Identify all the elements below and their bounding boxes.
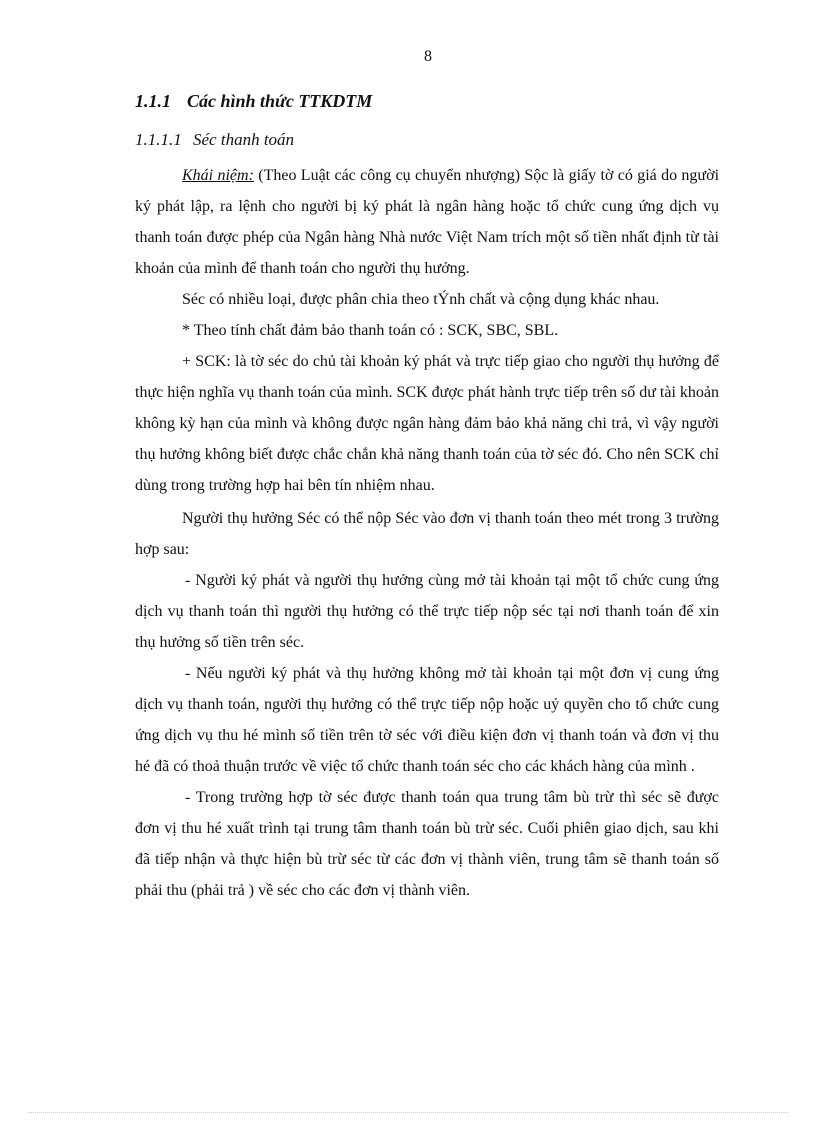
paragraph-definition: [135, 160, 719, 284]
page-number: 8: [424, 48, 432, 65]
section-heading: [135, 91, 372, 112]
subsection-heading: [135, 130, 294, 150]
footer-divider: [28, 1112, 788, 1113]
section-title: Các hình thức TTKDTM: [187, 91, 373, 111]
subsection-number: 1.1.1.1: [135, 130, 182, 149]
paragraph-sck: + SCK: là tờ séc do chủ tài khoản ký phát và trực tiếp giao cho người thụ hưởng để thực hiện nghĩa vụ thanh toán của mình. SCK được phát hành trực tiếp trên số dư tài khoản không kỳ hạn của mình và không được ngân hàng đảm bảo khả năng chi trả, vì vậy người thụ hưởng không biết được chắc chắn khả năng thanh toán của tờ séc đó. Cho nên SCK chỉ dùng trong trường hợp hai bên tín nhiệm nhau.: [135, 353, 719, 494]
paragraph-types: Séc có nhiều loại, được phân chia theo tÝnh chất và cộng dụng khác nhau.: [182, 291, 660, 308]
paragraph-payee: Người thụ hưởng Séc có thể nộp Séc vào đơn vị thanh toán theo mét trong 3 trường hợp sau:: [135, 510, 719, 558]
body-text: [135, 160, 719, 906]
paragraph-case-1: - Người ký phát và người thụ hưởng cùng mở tài khoản tại một tổ chức cung ứng dịch vụ thanh toán thì người thụ hưởng có thể trực tiếp nộp séc tại nơi thanh toán để xin thụ hưởng số tiền trên séc.: [135, 572, 719, 651]
paragraph-case-2: - Nếu người ký phát và thụ hưởng không mở tài khoản tại một đơn vị cung ứng dịch vụ thanh toán, người thụ hưởng có thể trực tiếp nộp hoặc uỷ quyền cho tổ chức cung ứng dịch vụ thu hé mình số tiền trên tờ séc với điều kiện đơn vị thanh toán và đơn vị thu hé đã có thoả thuận trước về việc tổ chức thanh toán séc cho các khách hàng của mình .: [135, 665, 719, 775]
subsection-title: Séc thanh toán: [193, 130, 295, 149]
definition-text: (Theo Luật các công cụ chuyển nhượng) Sộc là giấy tờ có giá do người ký phát lập, ra lệnh cho người bị ký phát là ngân hàng hoặc tổ chức cung ứng dịch vụ thanh toán được phép của Ngân hàng Nhà nước Việt Nam trích một số tiền nhất định từ tài khoản của mình để thanh toán cho người thụ hưởng.: [135, 167, 720, 277]
section-number: 1.1.1: [135, 91, 171, 111]
definition-label: Khái niệm:: [182, 167, 254, 184]
paragraph-guarantee: * Theo tính chất đảm bảo thanh toán có : SCK, SBC, SBL.: [182, 322, 559, 339]
paragraph-case-3: - Trong trường hợp tờ séc được thanh toán qua trung tâm bù trừ thì séc sẽ được đơn vị thu hé xuất trình tại trung tâm thanh toán bù trừ séc. Cuối phiên giao dịch, sau khi đã tiếp nhận và thực hiện bù trừ séc từ các đơn vị thành viên, trung tâm sẽ thanh toán số phải thu (phải trả ) về séc cho các đơn vị thành viên.: [135, 789, 719, 899]
